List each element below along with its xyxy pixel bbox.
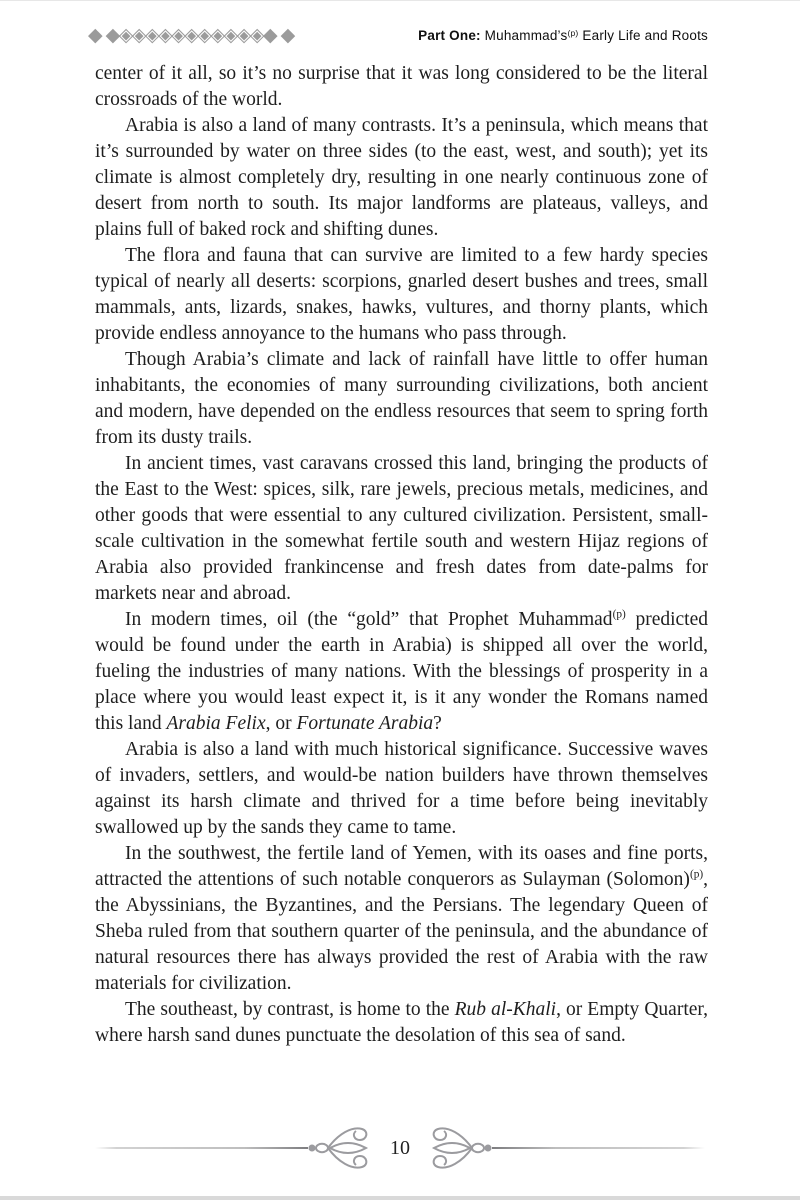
text-run: center of it all, so it’s no surprise that it was long considered to be the literal crossroads of the world. bbox=[95, 63, 708, 110]
text-run: ? bbox=[433, 713, 442, 734]
text-run: , or Empty Quarter, where harsh sand dunes punctuate the desolation of this sea of sand. bbox=[95, 999, 708, 1046]
fleur-flourish-left-icon bbox=[308, 1124, 380, 1172]
text-run: The flora and fauna that can survive are limited to a few hardy species typical of nearly all deserts: scorpions, gnarled desert bushes and trees, small mammals, ants, lizards, snakes, hawks, vultures, and thorny plants, which provide endless annoyance to the humans who pass through. bbox=[95, 245, 708, 344]
text-run: predicted would be found under the earth in Arabia) is shipped all over the world, fueling the industries of many nations. With the blessings of prosperity in a place where you would least expect it, is it any wonder the Romans named this land bbox=[95, 609, 708, 734]
page-number: 10 bbox=[390, 1136, 410, 1159]
italic-text: Arabia Felix bbox=[166, 713, 266, 734]
page-footer bbox=[95, 1124, 705, 1172]
superscript-p: (p) bbox=[567, 27, 579, 38]
paragraph bbox=[95, 607, 708, 737]
text-run: In modern times, oil (the “gold” that Prophet Muhammad bbox=[125, 609, 613, 630]
page-edge-bottom bbox=[0, 1196, 800, 1200]
part-label: Part One: bbox=[418, 27, 481, 43]
paragraph bbox=[95, 347, 708, 451]
part-title-name: Muhammad’s bbox=[480, 27, 568, 43]
part-title-rest: Early Life and Roots bbox=[578, 27, 708, 43]
text-run: Though Arabia’s climate and lack of rainfall have little to offer human inhabitants, the economies of many surrounding civilizations, both ancient and modern, have depended on the endless resources that seem to spring forth from its dusty trails. bbox=[95, 349, 708, 448]
paragraph bbox=[95, 243, 708, 347]
paragraph bbox=[95, 737, 708, 841]
superscript: (p) bbox=[612, 608, 626, 621]
paragraph bbox=[95, 841, 708, 997]
text-run: , the Abyssinians, the Byzantines, and the Persians. The legendary Queen of Sheba ruled from that southern quarter of the peninsula, and the abundance of natural resources there has always provided the rest of Arabia with the raw materials for civilization. bbox=[95, 869, 708, 994]
text-run: The southeast, by contrast, is home to the bbox=[125, 999, 455, 1020]
fleur-flourish-right-icon bbox=[420, 1124, 492, 1172]
superscript: (p) bbox=[689, 868, 704, 881]
body-text bbox=[95, 61, 708, 1049]
paragraph bbox=[95, 997, 708, 1049]
footer-rule-left bbox=[95, 1147, 308, 1149]
text-run: In ancient times, vast caravans crossed this land, bringing the products of the East to the West: spices, silk, rare jewels, precious metals, medicines, and other goods that were essential to any cultured civilization. Persistent, small-scale cultivation in the somewhat fertile south and western Hijaz regions of Arabia also provided frankincense and fresh dates from date-palms for markets near and abroad. bbox=[95, 453, 708, 604]
text-run: , or bbox=[265, 713, 297, 734]
text-run: Arabia is also a land of many contrasts. It’s a peninsula, which means that it’s surrounded by water on three sides (to the east, west, and south); yet its climate is almost completely dry, resulting in one nearly continuous zone of desert from north to south. Its major landforms are plateaus, valleys, and plains full of baked rock and shifting dunes. bbox=[95, 115, 708, 240]
paragraph bbox=[95, 61, 708, 113]
page-edge-top bbox=[0, 0, 800, 1]
running-header bbox=[88, 22, 708, 48]
text-run: In the southwest, the fertile land of Yemen, with its oases and fine ports, attracted the attentions of such notable conquerors as Sulayman (Solomon) bbox=[95, 843, 708, 890]
diamond-chain-ornament-icon: ◆ ◆◈◈◈◈◈◈◈◈◈◈◈◆ ◆ bbox=[88, 23, 294, 46]
italic-text: Rub al-Khali bbox=[454, 999, 557, 1020]
text-run: Arabia is also a land with much historical significance. Successive waves of invaders, settlers, and would-be nation builders have thrown themselves against its harsh climate and thrived for a time before being inevitably swallowed up by the sands they came to tame. bbox=[95, 739, 708, 838]
paragraph bbox=[95, 113, 708, 243]
running-head-title bbox=[418, 28, 708, 43]
paragraph bbox=[95, 451, 708, 607]
italic-text: Fortunate Arabia bbox=[296, 713, 434, 734]
footer-rule-right bbox=[492, 1147, 705, 1149]
